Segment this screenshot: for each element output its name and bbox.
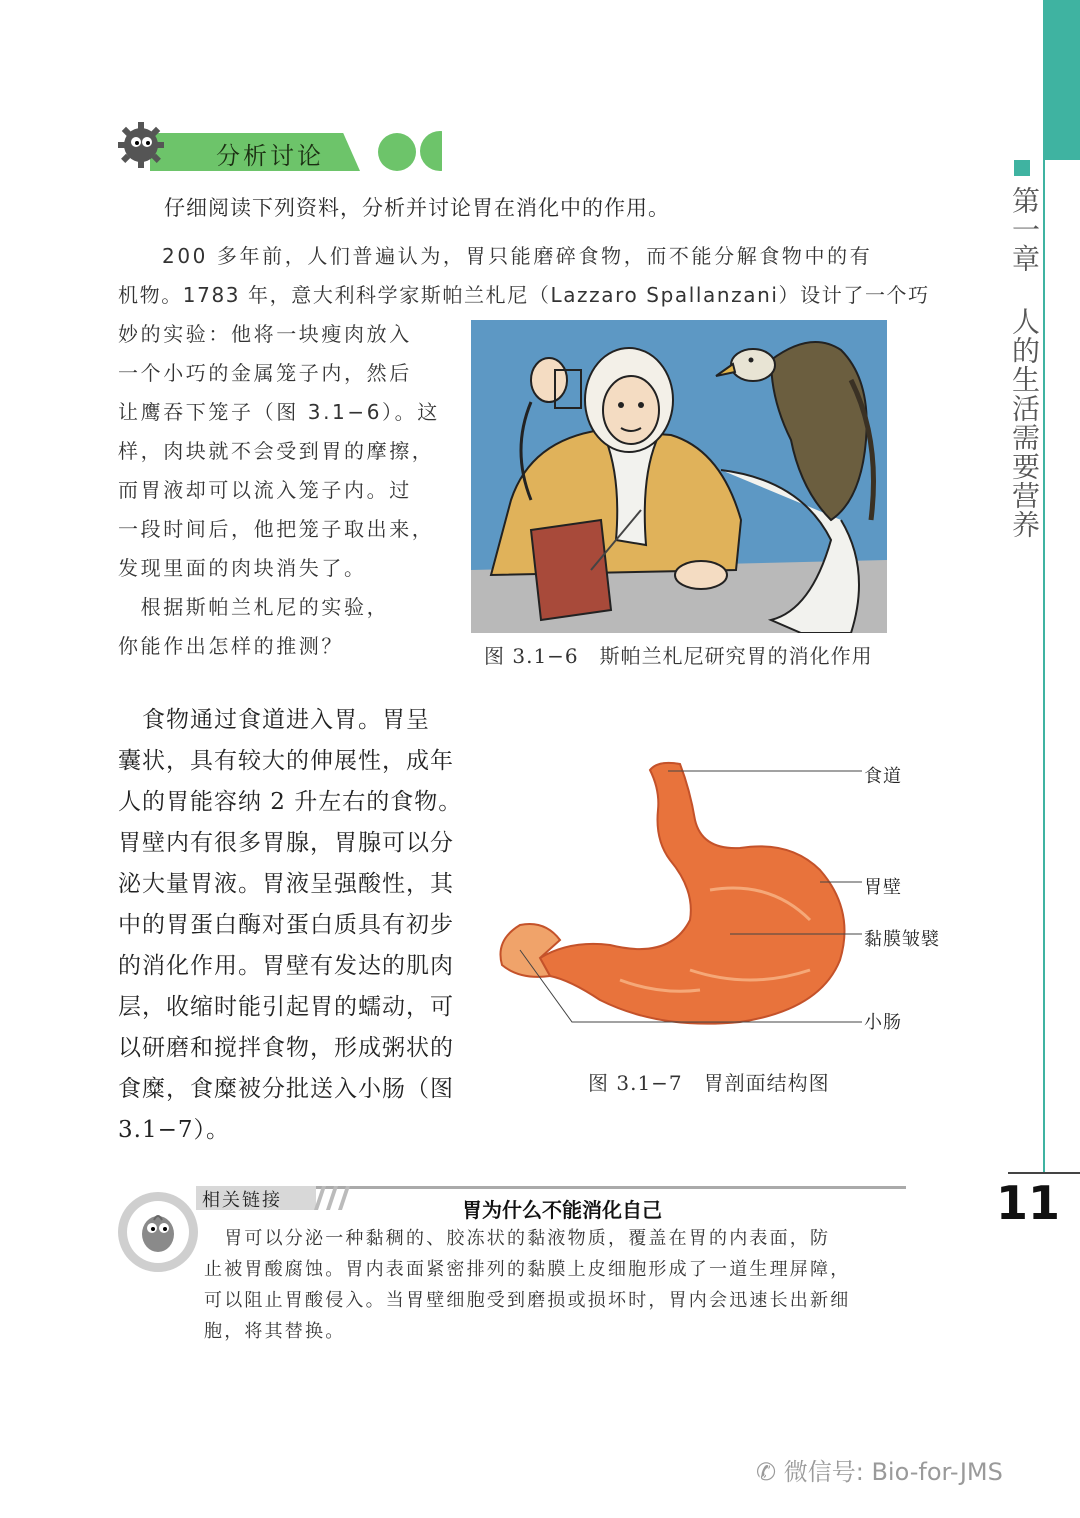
stomach-line: 泌大量胃液。胃液呈强酸性，其 — [118, 871, 454, 897]
label-mucosal-folds: 黏膜皱襞 — [864, 929, 940, 950]
stomach-line: 中的胃蛋白酶对蛋白质具有初步 — [118, 912, 454, 938]
header-deco-crescent — [420, 131, 442, 171]
label-small-intestine: 小肠 — [864, 1012, 902, 1033]
related-line: 止被胃酸腐蚀。胃内表面紧密排列的黏膜上皮细胞形成了一道生理屏障， — [204, 1259, 851, 1280]
experiment-narrow-3: 让鹰吞下笼子（图 3.1−6）。这 — [118, 400, 440, 424]
related-line: 胞，将其替换。 — [204, 1321, 346, 1342]
related-line: 胃可以分泌一种黏稠的、胶冻状的黏液物质，覆盖在胃的内表面，防 — [204, 1228, 831, 1249]
label-stomach-wall: 胃壁 — [864, 877, 902, 898]
stomach-line: 以研磨和搅拌食物，形成粥状的 — [118, 1035, 454, 1061]
gear-mascot-icon — [114, 120, 168, 170]
watermark-text: 微信号: Bio-for-JMS — [783, 1458, 1003, 1486]
stomach-paragraph — [118, 700, 478, 1151]
related-link-body — [204, 1223, 904, 1347]
experiment-narrow-5: 而胃液却可以流入笼子内。过 — [118, 478, 412, 502]
mascot-icon — [116, 1190, 200, 1274]
experiment-line-2: 机物。1783 年，意大利科学家斯帕兰札尼（Lazzaro Spallanzani）设计了一个巧 — [118, 283, 930, 307]
section-intro: 仔细阅读下列资料，分析并讨论胃在消化中的作用。 — [164, 196, 670, 220]
page-number: 11 — [996, 1176, 1061, 1230]
wechat-watermark — [756, 1452, 1003, 1487]
stomach-line: 3.1−7）。 — [118, 1117, 230, 1143]
related-line: 可以阻止胃酸侵入。当胃壁细胞受到磨损或损坏时，胃内会迅速长出新细 — [204, 1290, 851, 1311]
related-link-stripes — [310, 1186, 356, 1210]
stomach-line: 人的胃能容纳 2 升左右的食物。 — [118, 789, 463, 815]
experiment-narrow-6: 一段时间后，他把笼子取出来， — [118, 517, 435, 541]
related-link-rule — [310, 1186, 906, 1189]
spallanzani-illustration — [471, 320, 887, 633]
experiment-narrow-2: 一个小巧的金属笼子内，然后 — [118, 361, 412, 385]
stomach-line: 食糜，食糜被分批送入小肠（图 — [118, 1076, 454, 1102]
chapter-tab-band — [1043, 0, 1080, 160]
experiment-line-1: 200 多年前，人们普遍认为，胃只能磨碎食物，而不能分解食物中的有 — [162, 244, 873, 268]
stomach-line: 食物通过食道进入胃。胃呈 — [118, 707, 430, 733]
stomach-line: 层，收缩时能引起胃的蠕动，可 — [118, 994, 454, 1020]
stomach-line: 的消化作用。胃壁有发达的肌肉 — [118, 953, 454, 979]
figure-caption-3-1-7: 图 3.1−7 胃剖面结构图 — [588, 1071, 830, 1095]
experiment-narrow-4: 样，肉块就不会受到胃的摩擦， — [118, 439, 435, 463]
experiment-narrow-1: 妙的实验：他将一块瘦肉放入 — [118, 322, 412, 346]
wechat-icon: ✆ — [756, 1458, 784, 1486]
stomach-line: 囊状，具有较大的伸展性，成年 — [118, 748, 454, 774]
related-link-title: 胃为什么不能消化自己 — [462, 1198, 662, 1222]
experiment-narrow-8: 根据斯帕兰札尼的实验， — [118, 595, 390, 619]
stomach-line: 胃壁内有很多胃腺，胃腺可以分 — [118, 830, 454, 856]
chapter-rule — [1043, 160, 1045, 1172]
page-number-rule — [1008, 1172, 1080, 1174]
label-esophagus: 食道 — [864, 766, 902, 787]
chapter-marker — [1014, 160, 1030, 176]
chapter-title: 第一章 人的生活需要营养 — [1008, 186, 1041, 539]
section-header-label: 分析讨论 — [216, 142, 324, 170]
header-deco-circle — [378, 133, 416, 171]
figure-caption-3-1-6: 图 3.1−6 斯帕兰札尼研究胃的消化作用 — [484, 644, 873, 668]
related-link-tab-label: 相关链接 — [202, 1190, 282, 1211]
experiment-narrow-7: 发现里面的肉块消失了。 — [118, 556, 367, 580]
experiment-narrow-9: 你能作出怎样的推测？ — [118, 634, 344, 658]
